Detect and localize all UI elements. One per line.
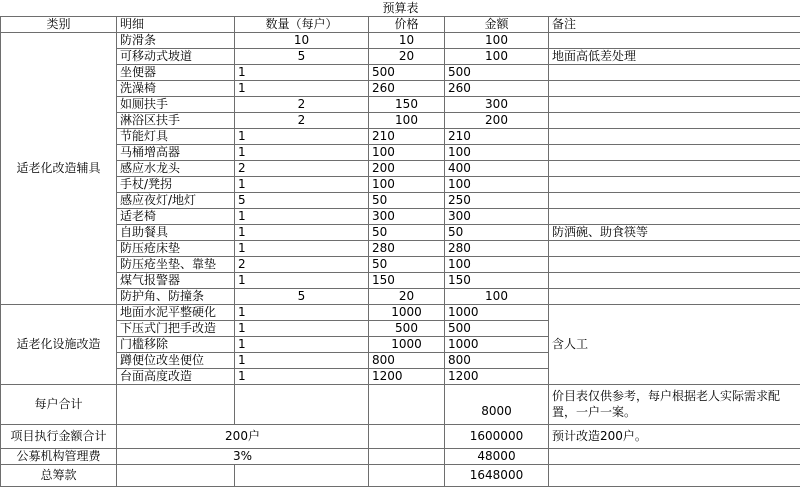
amount-cell: 260 bbox=[445, 80, 549, 96]
amount-cell: 100 bbox=[445, 48, 549, 64]
amount-cell: 150 bbox=[445, 272, 549, 288]
qty-cell: 5 bbox=[235, 192, 369, 208]
qty-cell: 1 bbox=[235, 64, 369, 80]
amount-cell: 1200 bbox=[445, 368, 549, 384]
amount-cell: 500 bbox=[445, 320, 549, 336]
amount-cell: 1000 bbox=[445, 336, 549, 352]
remark-cell bbox=[549, 64, 800, 80]
price-cell: 260 bbox=[369, 80, 445, 96]
detail-cell: 洗澡椅 bbox=[117, 80, 235, 96]
empty-cell bbox=[117, 464, 235, 486]
qty-cell: 2 bbox=[235, 96, 369, 112]
detail-cell: 马桶增高器 bbox=[117, 144, 235, 160]
qty-cell: 10 bbox=[235, 32, 369, 48]
price-cell: 280 bbox=[369, 240, 445, 256]
header-amount: 金额 bbox=[445, 16, 549, 32]
qty-cell: 1 bbox=[235, 80, 369, 96]
grand-total-amount: 1648000 bbox=[445, 464, 549, 486]
amount-cell: 300 bbox=[445, 96, 549, 112]
price-cell: 150 bbox=[369, 96, 445, 112]
amount-cell: 200 bbox=[445, 112, 549, 128]
price-cell: 1000 bbox=[369, 304, 445, 320]
price-cell: 500 bbox=[369, 320, 445, 336]
amount-cell: 250 bbox=[445, 192, 549, 208]
remark-cell bbox=[549, 80, 800, 96]
detail-cell: 坐便器 bbox=[117, 64, 235, 80]
qty-cell: 1 bbox=[235, 224, 369, 240]
remark-cell bbox=[549, 240, 800, 256]
qty-cell: 5 bbox=[235, 48, 369, 64]
header-price: 价格 bbox=[369, 16, 445, 32]
remark-cell bbox=[549, 192, 800, 208]
empty-cell bbox=[235, 464, 369, 486]
qty-cell: 2 bbox=[235, 256, 369, 272]
project-total-label: 项目执行金额合计 bbox=[1, 424, 117, 448]
price-cell: 150 bbox=[369, 272, 445, 288]
qty-cell: 1 bbox=[235, 176, 369, 192]
empty-cell bbox=[369, 424, 445, 448]
table-row bbox=[1, 80, 800, 96]
amount-cell: 500 bbox=[445, 64, 549, 80]
grand-total-row bbox=[1, 464, 800, 486]
amount-cell: 1000 bbox=[445, 304, 549, 320]
table-row bbox=[1, 160, 800, 176]
empty-cell bbox=[235, 384, 369, 424]
table-row bbox=[1, 32, 800, 48]
detail-cell: 地面水泥平整硬化 bbox=[117, 304, 235, 320]
amount-cell: 100 bbox=[445, 288, 549, 304]
empty-cell bbox=[549, 448, 800, 464]
qty-cell: 1 bbox=[235, 304, 369, 320]
empty-cell bbox=[549, 464, 800, 486]
per-household-remark: 价目表仅供参考，每户根据老人实际需求配置，一户一案。 bbox=[549, 384, 800, 424]
detail-cell: 可移动式坡道 bbox=[117, 48, 235, 64]
detail-cell: 蹲便位改坐便位 bbox=[117, 352, 235, 368]
price-cell: 50 bbox=[369, 224, 445, 240]
remark-cell bbox=[549, 96, 800, 112]
table-row bbox=[1, 208, 800, 224]
detail-cell: 下压式门把手改造 bbox=[117, 320, 235, 336]
qty-cell: 1 bbox=[235, 240, 369, 256]
price-cell: 1200 bbox=[369, 368, 445, 384]
qty-cell: 1 bbox=[235, 128, 369, 144]
management-fee-row bbox=[1, 448, 800, 464]
price-cell: 50 bbox=[369, 256, 445, 272]
project-total-remark: 预计改造200户。 bbox=[549, 424, 800, 448]
price-cell: 200 bbox=[369, 160, 445, 176]
price-cell: 10 bbox=[369, 32, 445, 48]
table-row bbox=[1, 144, 800, 160]
qty-cell: 2 bbox=[235, 160, 369, 176]
per-household-label: 每户合计 bbox=[1, 384, 117, 424]
remark-labor: 含人工 bbox=[549, 304, 800, 384]
remark-cell bbox=[549, 272, 800, 288]
remark-cell bbox=[549, 288, 800, 304]
remark-cell: 地面高低差处理 bbox=[549, 48, 800, 64]
empty-cell bbox=[369, 464, 445, 486]
price-cell: 1000 bbox=[369, 336, 445, 352]
table-row bbox=[1, 288, 800, 304]
amount-cell: 50 bbox=[445, 224, 549, 240]
detail-cell: 防护角、防撞条 bbox=[117, 288, 235, 304]
price-cell: 20 bbox=[369, 48, 445, 64]
management-fee-label: 公募机构管理费 bbox=[1, 448, 117, 464]
price-cell: 100 bbox=[369, 176, 445, 192]
detail-cell: 手杖/凳拐 bbox=[117, 176, 235, 192]
table-title: 预算表 bbox=[1, 0, 800, 16]
price-cell: 100 bbox=[369, 144, 445, 160]
category-aids: 适老化改造辅具 bbox=[1, 32, 117, 304]
amount-cell: 100 bbox=[445, 256, 549, 272]
table-row bbox=[1, 128, 800, 144]
empty-cell bbox=[369, 384, 445, 424]
per-household-row bbox=[1, 384, 800, 424]
amount-cell: 100 bbox=[445, 144, 549, 160]
empty-cell bbox=[117, 384, 235, 424]
amount-cell: 300 bbox=[445, 208, 549, 224]
grand-total-label: 总筹款 bbox=[1, 464, 117, 486]
empty-cell bbox=[369, 448, 445, 464]
amount-cell: 100 bbox=[445, 32, 549, 48]
management-fee-amount: 48000 bbox=[445, 448, 549, 464]
qty-cell: 1 bbox=[235, 208, 369, 224]
detail-cell: 煤气报警器 bbox=[117, 272, 235, 288]
table-row bbox=[1, 224, 800, 240]
amount-cell: 400 bbox=[445, 160, 549, 176]
remark-cell bbox=[549, 208, 800, 224]
detail-cell: 台面高度改造 bbox=[117, 368, 235, 384]
header-row bbox=[1, 16, 800, 32]
table-row bbox=[1, 112, 800, 128]
remark-cell bbox=[549, 112, 800, 128]
price-cell: 20 bbox=[369, 288, 445, 304]
qty-cell: 1 bbox=[235, 336, 369, 352]
header-remark: 备注 bbox=[549, 16, 800, 32]
detail-cell: 防压疮床垫 bbox=[117, 240, 235, 256]
management-fee-rate: 3% bbox=[117, 448, 369, 464]
category-facilities: 适老化设施改造 bbox=[1, 304, 117, 384]
remark-cell bbox=[549, 128, 800, 144]
detail-cell: 门槛移除 bbox=[117, 336, 235, 352]
price-cell: 300 bbox=[369, 208, 445, 224]
header-quantity: 数量（每户） bbox=[235, 16, 369, 32]
detail-cell: 节能灯具 bbox=[117, 128, 235, 144]
table-row bbox=[1, 48, 800, 64]
remark-cell: 防洒碗、助食筷等 bbox=[549, 224, 800, 240]
remark-cell bbox=[549, 32, 800, 48]
qty-cell: 1 bbox=[235, 320, 369, 336]
detail-cell: 淋浴区扶手 bbox=[117, 112, 235, 128]
price-cell: 50 bbox=[369, 192, 445, 208]
table-row bbox=[1, 240, 800, 256]
detail-cell: 感应水龙头 bbox=[117, 160, 235, 176]
qty-cell: 1 bbox=[235, 144, 369, 160]
detail-cell: 如厕扶手 bbox=[117, 96, 235, 112]
table-row bbox=[1, 96, 800, 112]
amount-cell: 210 bbox=[445, 128, 549, 144]
detail-cell: 防压疮坐垫、靠垫 bbox=[117, 256, 235, 272]
header-category: 类别 bbox=[1, 16, 117, 32]
qty-cell: 1 bbox=[235, 352, 369, 368]
table-row bbox=[1, 176, 800, 192]
table-row bbox=[1, 256, 800, 272]
header-detail: 明细 bbox=[117, 16, 235, 32]
remark-cell bbox=[549, 144, 800, 160]
price-cell: 800 bbox=[369, 352, 445, 368]
per-household-amount: 8000 bbox=[445, 384, 549, 424]
qty-cell: 1 bbox=[235, 272, 369, 288]
qty-cell: 2 bbox=[235, 112, 369, 128]
table-row bbox=[1, 304, 800, 320]
table-row bbox=[1, 192, 800, 208]
price-cell: 210 bbox=[369, 128, 445, 144]
remark-cell bbox=[549, 160, 800, 176]
price-cell: 100 bbox=[369, 112, 445, 128]
detail-cell: 自助餐具 bbox=[117, 224, 235, 240]
price-cell: 500 bbox=[369, 64, 445, 80]
project-total-row bbox=[1, 424, 800, 448]
detail-cell: 感应夜灯/地灯 bbox=[117, 192, 235, 208]
detail-cell: 适老椅 bbox=[117, 208, 235, 224]
detail-cell: 防滑条 bbox=[117, 32, 235, 48]
table-row bbox=[1, 64, 800, 80]
project-total-qty: 200户 bbox=[117, 424, 369, 448]
amount-cell: 100 bbox=[445, 176, 549, 192]
qty-cell: 1 bbox=[235, 368, 369, 384]
amount-cell: 280 bbox=[445, 240, 549, 256]
remark-cell bbox=[549, 176, 800, 192]
amount-cell: 800 bbox=[445, 352, 549, 368]
project-total-amount: 1600000 bbox=[445, 424, 549, 448]
table-row bbox=[1, 272, 800, 288]
remark-cell bbox=[549, 256, 800, 272]
qty-cell: 5 bbox=[235, 288, 369, 304]
